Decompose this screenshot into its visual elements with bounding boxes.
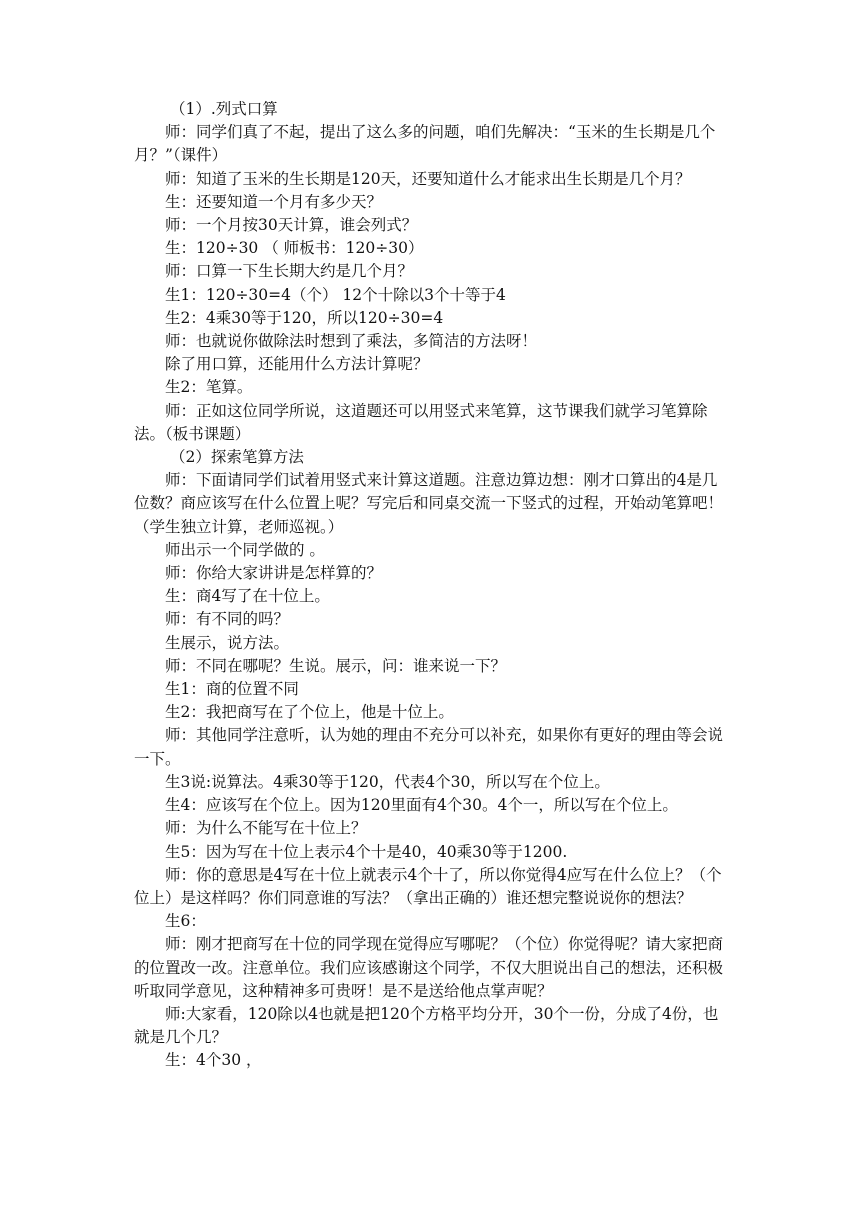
paragraph: 师：正如这位同学所说，这道题还可以用竖式来笔算，这节课我们就学习笔算除法。（板书课题）	[134, 401, 708, 443]
paragraph: 师：也就说你做除法时想到了乘法，多简洁的方法呀！	[165, 332, 538, 351]
paragraph: 师：其他同学注意听，认为她的理由不充分可以补充，如果你有更好的理由等会说一下。	[134, 726, 724, 768]
paragraph: 师：一个月按30天计算，谁会列式？	[165, 216, 418, 235]
paragraph: 师：为什么不能写在十位上？	[165, 819, 367, 838]
paragraph: 生1：120÷30=4（个） 12个十除以3个十等于4	[165, 285, 506, 304]
paragraph: 生展示，说方法。	[165, 633, 290, 652]
paragraph: 师：同学们真了不起，提出了这么多的问题，咱们先解决：“玉米的生长期是几个月？”（课件）	[134, 123, 716, 165]
paragraph: 生2：4乘30等于120，所以120÷30=4	[165, 308, 444, 327]
paragraph: 生：还要知道一个月有多少天？	[165, 192, 383, 211]
paragraph: 师出示一个同学做的 。	[165, 540, 325, 559]
paragraph: 生2：笔算。	[165, 378, 253, 397]
paragraph: 师：口算一下生长期大约是几个月？	[165, 262, 414, 281]
paragraph: 生3说:说算法。4乘30等于120，代表4个30，所以写在个位上。	[165, 772, 610, 791]
paragraph: 生：商4写了在十位上。	[165, 587, 330, 606]
paragraph: 师：有不同的吗？	[165, 610, 290, 629]
paragraph: 师：下面请同学们试着用竖式来计算这道题。注意边算边想：刚才口算出的4是几位数？商应该写在什么位置上呢？写完后和同桌交流一下竖式的过程，开始动笔算吧！（学生独立计算，老师巡视。）	[134, 471, 724, 536]
paragraph: （1）.列式口算	[170, 100, 278, 118]
paragraph: 生：4个30 ，	[165, 1051, 262, 1070]
lesson-transcript	[134, 98, 732, 1073]
paragraph: 生1：商的位置不同	[165, 680, 299, 699]
paragraph: 师：知道了玉米的生长期是120天，还要知道什么才能求出生长期是几个月？	[165, 169, 691, 188]
paragraph: 师：不同在哪呢？生说。展示，问：谁来说一下？	[165, 656, 507, 675]
paragraph: 生6：	[165, 912, 206, 931]
paragraph: 生2：我把商写在了个位上，他是十位上。	[165, 703, 454, 722]
paragraph: 除了用口算，还能用什么方法计算呢？	[165, 355, 429, 374]
paragraph: 师:大家看，120除以4也就是把120个方格平均分开，30个一份，分成了4份，也就是几个几？	[134, 1004, 719, 1047]
paragraph: 生5：因为写在十位上表示4个十是40，40乘30等于1200.	[165, 842, 568, 861]
paragraph: 生：120÷30 （ 师板书：120÷30）	[165, 239, 424, 258]
paragraph: （2）探索笔算方法	[170, 448, 304, 467]
paragraph: 师：你的意思是4写在十位上就表示4个十了，所以你觉得4应写在什么位上？（个位上）是这样吗？你们同意谁的写法？（拿出正确的）谁还想完整说说你的想法？	[134, 865, 722, 907]
paragraph: 师：你给大家讲讲是怎样算的？	[165, 564, 383, 583]
paragraph: 师：刚才把商写在十位的同学现在觉得应写哪呢？（个位）你觉得呢？请大家把商的位置改一改。注意单位。我们应该感谢这个同学，不仅大胆说出自己的想法，还积极听取同学意见，这种精神多可贵呀！是不是送给他点掌声呢？	[134, 935, 724, 1000]
paragraph: 生4：应该写在个位上。因为120里面有4个30。4个一，所以写在个位上。	[165, 796, 678, 815]
